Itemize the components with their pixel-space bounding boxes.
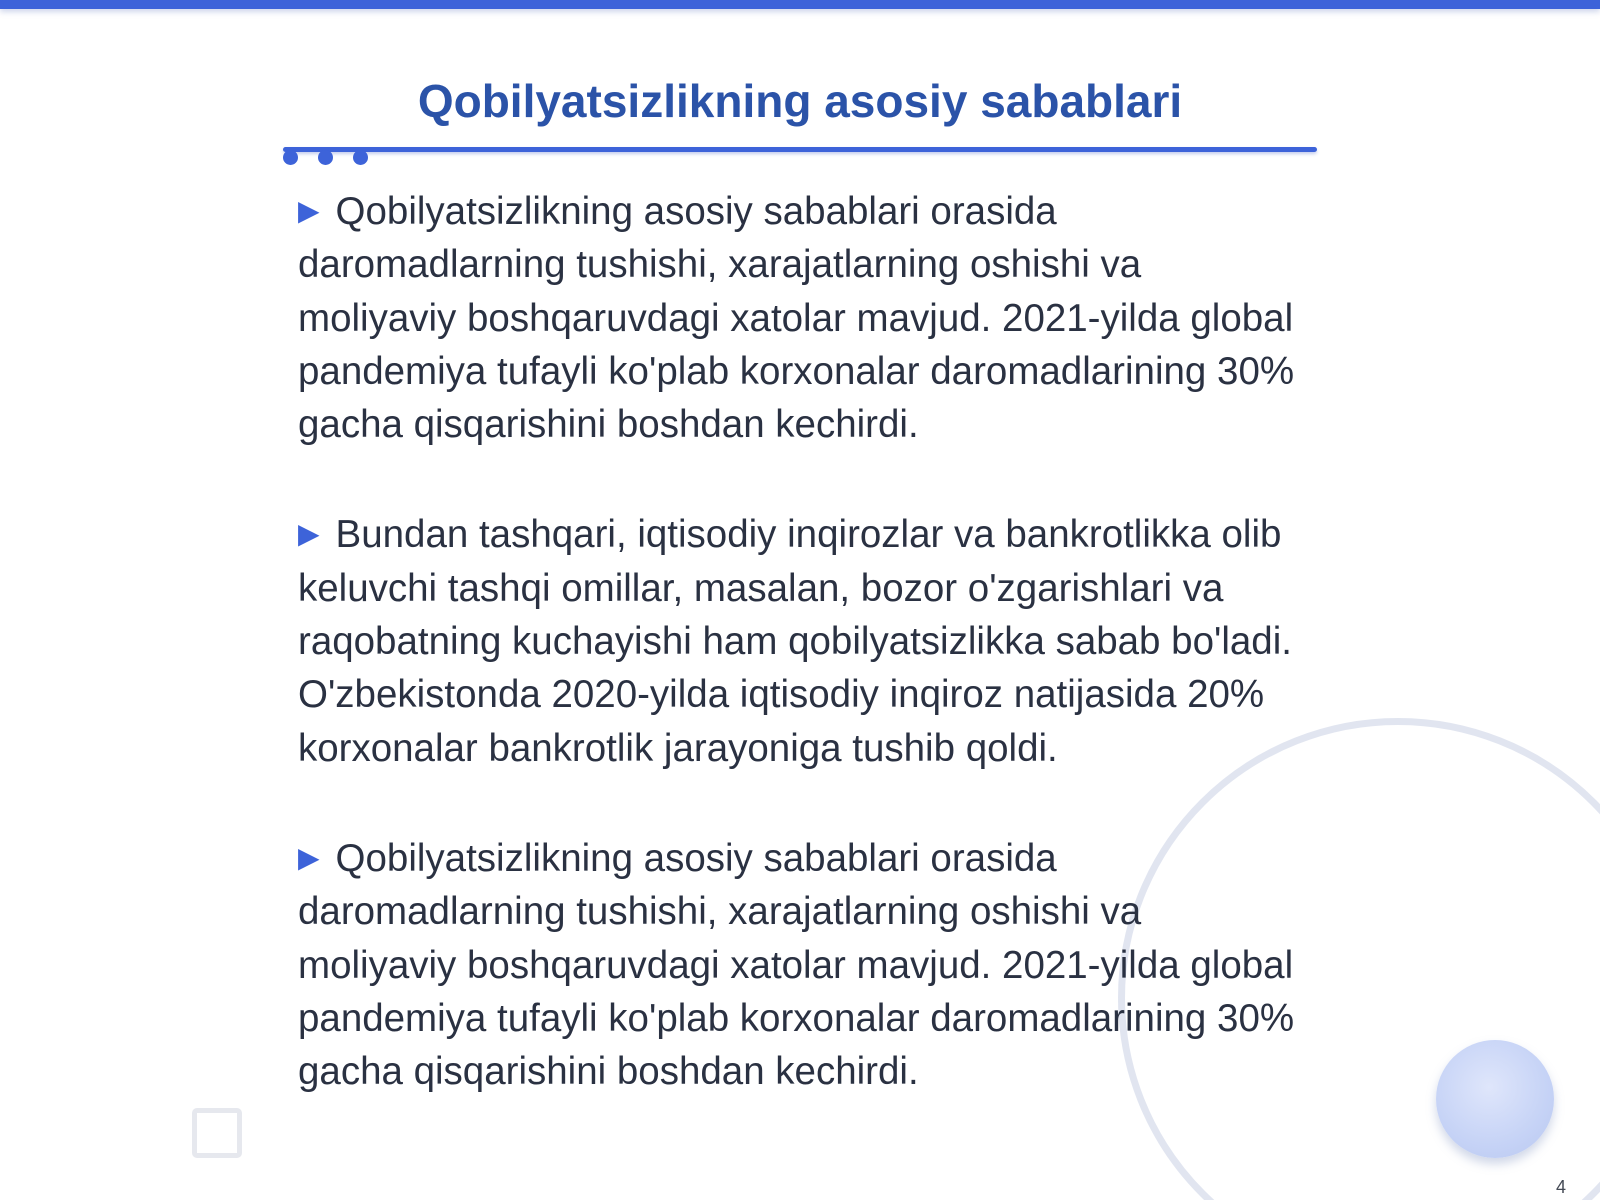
decorative-dot bbox=[318, 150, 333, 165]
page-number: 4 bbox=[1556, 1177, 1567, 1197]
bullet-text: Qobilyatsizlikning asosiy sabablari orasida daromadlarning tushishi, xarajatlarning oshishi va moliyaviy boshqaruvdagi xatolar mavjud. 2021-yilda global pandemiya tufayli ko'plab korxonalar daromadlarining 30% gacha qisqarishini boshdan kechirdi. bbox=[298, 836, 1295, 1094]
bullet-arrow-icon: ▶ bbox=[298, 841, 320, 873]
bullet-text: Qobilyatsizlikning asosiy sabablari orasida daromadlarning tushishi, xarajatlarning oshishi va moliyaviy boshqaruvdagi xatolar mavjud. 2021-yilda global pandemiya tufayli ko'plab korxonalar daromadlarining 30% gacha qisqarishini boshdan kechirdi. bbox=[298, 190, 1295, 447]
decorative-dot bbox=[353, 150, 368, 165]
slide-title: Qobilyatsizlikning asosiy sabablari bbox=[417, 75, 1183, 127]
bullet-item bbox=[298, 831, 1308, 1098]
bullet-item bbox=[298, 184, 1308, 451]
bullet-arrow-icon: ▶ bbox=[298, 518, 320, 550]
decorative-square bbox=[192, 1108, 242, 1158]
bullet-item bbox=[298, 507, 1308, 774]
top-accent-bar bbox=[0, 0, 1600, 9]
title-underline bbox=[283, 147, 1317, 152]
bullet-arrow-icon: ▶ bbox=[298, 195, 320, 226]
decorative-circle bbox=[1436, 1040, 1554, 1158]
bullet-list bbox=[298, 184, 1308, 1154]
bullet-text: Bundan tashqari, iqtisodiy inqirozlar va bankrotlikka olib keluvchi tashqi omillar, masalan, bozor o'zgarishlari va raqobatning kuchayishi ham qobilyatsizlikka sabab bo'ladi. O'zbekistonda 2020-yilda iqtisodiy inqiroz natijasida 20% korxonalar bankrotlik jarayoniga tushib qoldi. bbox=[298, 513, 1292, 770]
decorative-dot bbox=[283, 150, 298, 165]
